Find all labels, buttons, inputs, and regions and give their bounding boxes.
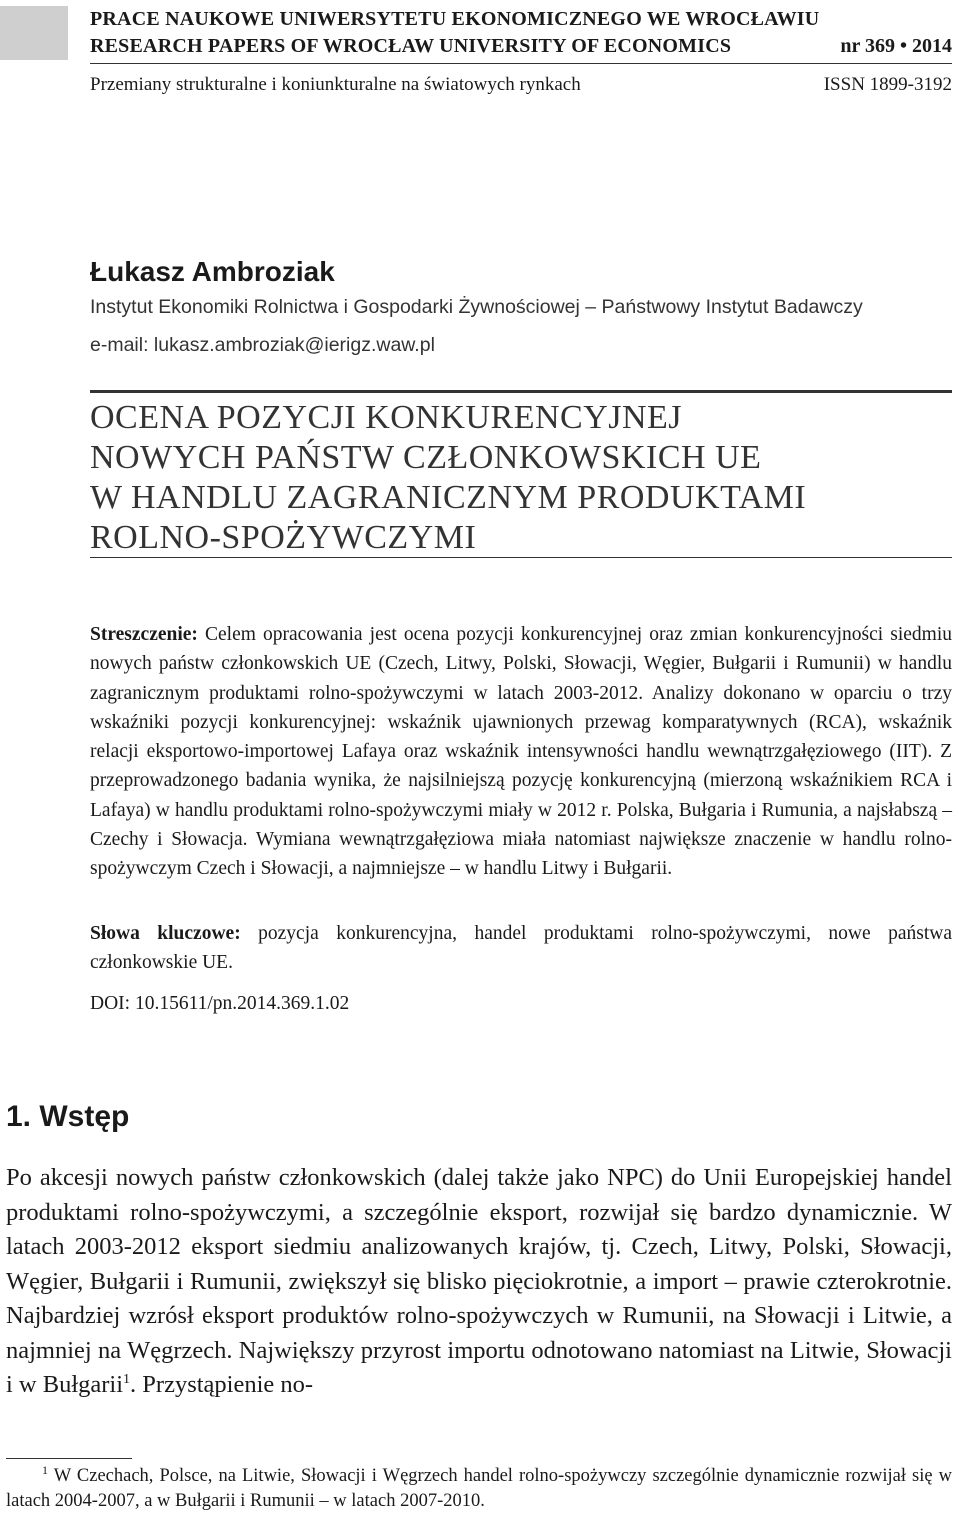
keywords-text: pozycja konkurencyjna, handel produktami rolno-spożywczymi, nowe państwa członkowskie UE. <box>90 923 953 974</box>
footnote-number: 1 <box>42 1462 48 1477</box>
body-paragraph-tail: . Przystąpienie no- <box>130 1371 314 1398</box>
author-affiliation: Instytut Ekonomiki Rolnictwa i Gospodarki Żywnościowej – Państwowy Instytut Badawczy <box>90 296 863 318</box>
doi: DOI: 10.15611/pn.2014.369.1.02 <box>90 993 350 1014</box>
abstract-text: Celem opracowania jest ocena pozycji konkurencyjnej oraz zmian konkurencyjności siedmiu nowych państw członkowskich UE (Czech, Litwy, Polski, Słowacji, Węgier, Bułgarii i Rumunii) w handlu zagranicznym produktami rolno-spożywczymi w latach 2003-2012. Analizy dokonano w oparciu o trzy wskaźniki pozycji konkurencyjnej: wskaźnik ujawnionych przewag komparatywnych (RCA), wskaźnik relacji eksportowo-importowej Lafaya oraz wskaźnik intensywności handlu wewnątrzgałęziowego (IIT). Z przeprowadzonego badania wynika, że najsilniejszą pozycję konkurencyjną (mierzoną wskaźnikiem RCA i Lafaya) w handlu produktami rolno-spożywczymi miały w 2012 r. Polska, Bułgaria i Rumunia, a najsłabszą – Czechy i Słowacja. Wymiana wewnątrzgałęziowa miała natomiast największe znaczenie w handlu rolno-spożywczym Czech i Słowacji, a najmniejsze – w handlu Litwy i Bułgarii. <box>90 624 952 880</box>
journal-issn: ISSN 1899-3192 <box>823 74 952 95</box>
abstract <box>90 620 952 884</box>
series-logo-block <box>0 6 68 60</box>
paper-title-line: ROLNO-SPOŻYWCZYMI <box>90 519 477 556</box>
journal-issue: nr 369 • 2014 <box>840 35 952 57</box>
author-name: Łukasz Ambroziak <box>90 256 335 287</box>
body-paragraph-text: Po akcesji nowych państw członkowskich (dalej także jako NPC) do Unii Europejskiej handel produktami rolno-spożywczymi, a szczególnie eksport, rozwijał się bardzo dynamicznie. W latach 2003-2012 eksport siedmiu analizowanych krajów, tj. Czech, Litwy, Polski, Słowacji, Węgier, Bułgarii i Rumunii, zwiększył się blisko pięciokrotnie, a import – prawie czterokrotnie. Najbardziej wzrósł eksport produktów rolno-spożywczych w Rumunii, na Słowacji i Litwie, a najmniej na Węgrzech. Największy przyrost importu odnotowano natomiast na Litwie, Słowacji i w Bułgarii <box>6 1164 952 1398</box>
footnote-text: W Czechach, Polsce, na Litwie, Słowacji i Węgrzech handel rolno-spożywczy szczególnie dynamicznie rozwijał się w latach 2004-2007, a w Bułgarii i Rumunii – w latach 2007-2010. <box>6 1466 952 1511</box>
footnote-reference[interactable]: 1 <box>123 1371 131 1387</box>
abstract-label: Streszczenie: <box>90 624 198 645</box>
journal-series-en: RESEARCH PAPERS OF WROCŁAW UNIVERSITY OF ECONOMICS <box>90 35 732 57</box>
keywords-label: Słowa kluczowe: <box>90 923 241 944</box>
section-heading: 1. Wstęp <box>6 1100 130 1133</box>
author-email[interactable]: e-mail: lukasz.ambroziak@ierigz.waw.pl <box>90 334 435 356</box>
header-divider <box>90 63 952 64</box>
title-top-rule <box>90 390 952 393</box>
paper-title-line: NOWYCH PAŃSTW CZŁONKOWSKICH UE <box>90 439 762 476</box>
paper-title-line: OCENA POZYCJI KONKURENCYJNEJ <box>90 399 683 436</box>
title-bottom-rule <box>90 557 952 558</box>
body-paragraph <box>6 1161 952 1403</box>
journal-series-pl: PRACE NAUKOWE UNIWERSYTETU EKONOMICZNEGO WE WROCŁAWIU <box>90 8 820 30</box>
paper-title <box>90 398 952 558</box>
keywords <box>90 919 952 978</box>
paper-title-line: W HANDLU ZAGRANICZNYM PRODUKTAMI <box>90 479 807 516</box>
footnote <box>6 1464 952 1514</box>
footnote-divider <box>6 1458 132 1459</box>
journal-subtitle: Przemiany strukturalne i koniunkturalne na światowych rynkach <box>90 74 581 95</box>
